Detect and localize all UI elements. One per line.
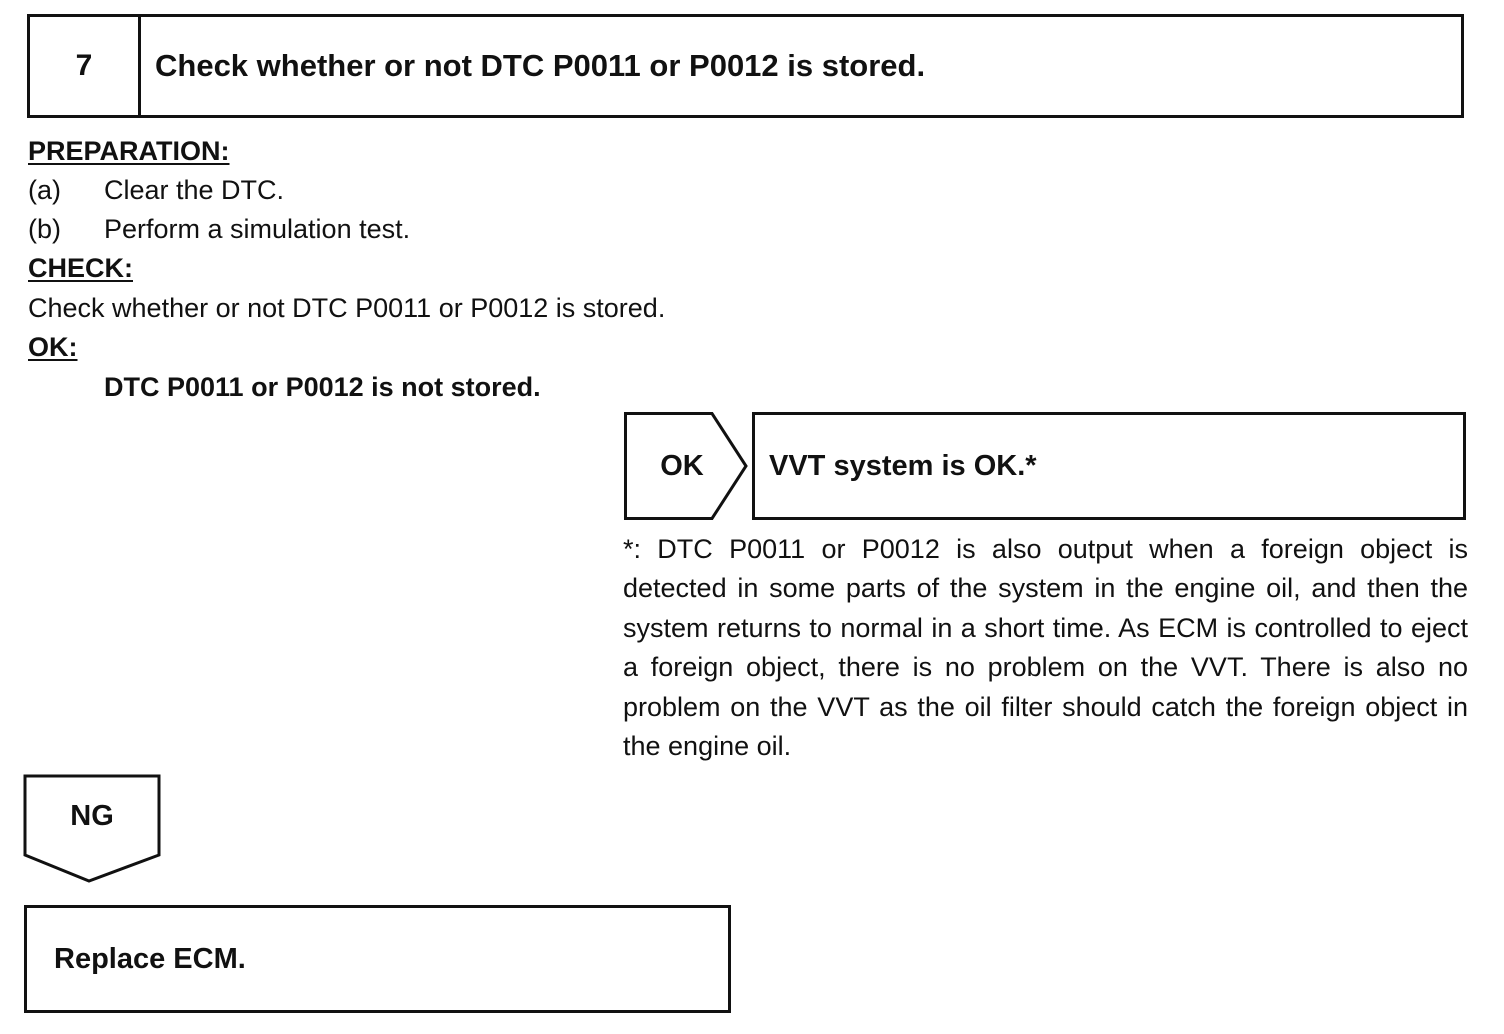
check-text: Check whether or not DTC P0011 or P0012 is stored. [28, 293, 666, 323]
preparation-heading: PREPARATION: [28, 136, 230, 166]
ok-spec-text: DTC P0011 or P0012 is not stored. [104, 372, 541, 402]
preparation-item-a-marker: (a) [28, 175, 61, 205]
step-title: Check whether or not DTC P0011 or P0012 is stored. [155, 48, 926, 83]
check-heading: CHECK: [28, 253, 133, 283]
ng-branch-label: NG [70, 799, 114, 832]
preparation-item-b-marker: (b) [28, 214, 61, 244]
ng-result-box: Replace ECM. [24, 905, 731, 1013]
ok-branch-label: OK [660, 449, 704, 482]
footnote-text: *: DTC P0011 or P0012 is also output when a foreign object is detected in some parts of the system in the engine oil, and then the system returns to normal in a short time. As ECM is controlled to eject a foreign object, there is no problem on the VVT. There is also no problem on the VVT as the oil filter should catch the foreign object in the engine oil. [623, 534, 1468, 762]
step-number: 7 [30, 17, 141, 115]
step-header-box [27, 14, 1464, 118]
preparation-item-a-text: Clear the DTC. [104, 175, 285, 205]
preparation-item-b-text: Perform a simulation test. [104, 214, 411, 244]
ok-result-box: VVT system is OK.* [752, 412, 1466, 520]
ok-spec-heading: OK: [28, 332, 78, 362]
